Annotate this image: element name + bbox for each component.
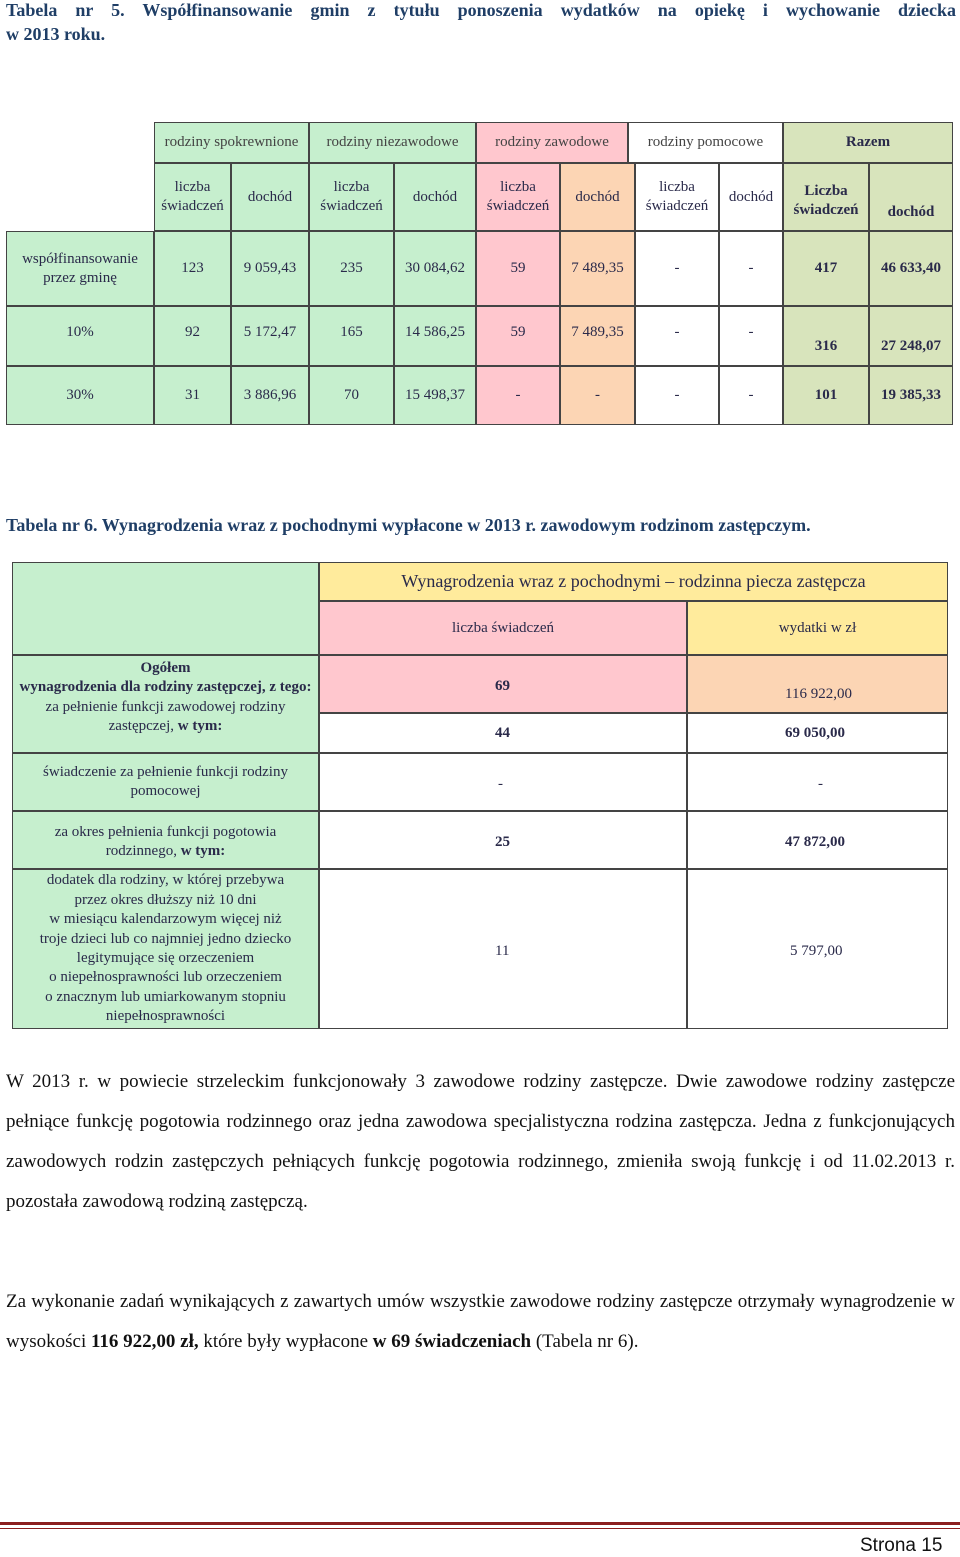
t5-cell: 30 084,62 [394, 231, 476, 306]
t5-cell: 165 [309, 306, 394, 366]
t6-amount-zawodowa: 69 050,00 [687, 713, 948, 753]
t5-cell: 3 886,96 [231, 366, 309, 425]
sub-liczba-1: liczba świadczeń [154, 163, 231, 231]
t5-cell: 46 633,40 [869, 231, 953, 306]
col-header-count: liczba świadczeń [319, 601, 687, 655]
group-header-pomocowe: rodziny pomocowe [628, 122, 783, 163]
t5-cell: 7 489,35 [560, 306, 635, 366]
p2-amount: 116 922,00 zł, [90, 1331, 199, 1352]
p2-count: w 69 świadczeniach [372, 1331, 532, 1352]
label-pogotowie-text: za okres pełnienia funkcji pogotowia rodzinnego, [54, 824, 277, 859]
t5-cell: 92 [154, 306, 231, 366]
dodatek-line: niepełnosprawności [105, 1008, 226, 1025]
t5-cell: 59 [476, 231, 560, 306]
t6-count-ogolem: 69 [319, 655, 687, 713]
dodatek-line: o znacznym lub umiarkowanym stopniu [45, 988, 286, 1005]
p2-text-c: które były wypłacone [198, 1331, 373, 1352]
t5-cell: - [635, 306, 719, 366]
sub-dochod-2: dochód [394, 163, 476, 231]
t5-cell: 59 [476, 306, 560, 366]
group-header-razem: Razem [783, 122, 953, 163]
t5-cell: - [560, 366, 635, 425]
table6-header: Wynagrodzenia wraz z pochodnymi – rodzinna piecza zastępcza [319, 562, 948, 601]
t5-cell: 417 [783, 231, 869, 306]
t6-count-zawodowa: 44 [319, 713, 687, 753]
t5-cell: 316 [783, 306, 869, 366]
t5-cell: - [635, 231, 719, 306]
dodatek-line: troje dzieci lub co najmniej jedno dziecko [39, 930, 292, 947]
t5-cell: - [719, 306, 783, 366]
group-header-spokrewnione: rodziny spokrewnione [154, 122, 309, 163]
label-ogolem: Ogółem [140, 660, 191, 676]
t5-cell: 235 [309, 231, 394, 306]
paragraph-2 [6, 1282, 955, 1362]
row-label-pogotowie [12, 811, 319, 869]
label-pogotowie-bold: w tym: [180, 843, 226, 859]
dodatek-line: o niepełnosprawności lub orzeczeniem [49, 969, 282, 986]
t5-cell: - [476, 366, 560, 425]
t5-cell: 15 498,37 [394, 366, 476, 425]
dodatek-line: w miesiącu kalendarzowym więcej niż [49, 911, 282, 928]
t5-cell: - [719, 231, 783, 306]
t5-cell: 101 [783, 366, 869, 425]
label-zawodowa-text: za pełnienie funkcji zawodowej rodziny zastępczej, [45, 699, 286, 734]
t6-amount-ogolem: 116 922,00 [687, 655, 948, 713]
footer-rule-thick [0, 1522, 960, 1525]
t5-cell: - [635, 366, 719, 425]
t5-cell: 7 489,35 [560, 231, 635, 306]
sub-dochod-1: dochód [231, 163, 309, 231]
row-label-wspolfinansowanie: współfinansowanie przez gminę [6, 231, 154, 306]
row-label-pomocowa: świadczenie za pełnienie funkcji rodziny pomocowej [12, 753, 319, 811]
t5-cell: 70 [309, 366, 394, 425]
t6-amount-dodatek: 5 797,00 [687, 869, 948, 1029]
dodatek-line: legitymujące się orzeczeniem [76, 950, 255, 966]
sub-dochod-3: dochód [560, 163, 635, 231]
table6-title: Tabela nr 6. Wynagrodzenia wraz z pochodnymi wypłacone w 2013 r. zawodowym rodzinom zastępczym. [6, 515, 811, 535]
sub-liczba-4: liczba świadczeń [635, 163, 719, 231]
p2-text-e: (Tabela nr 6). [531, 1331, 639, 1352]
t5-cell: 19 385,33 [869, 366, 953, 425]
dodatek-line: przez okres dłuższy niż 10 dni [74, 891, 257, 908]
sub-dochod-4: dochód [719, 163, 783, 231]
t6-count-pogotowie: 25 [319, 811, 687, 869]
table6-corner [12, 562, 319, 655]
t5-cell: 31 [154, 366, 231, 425]
row-label-30: 30% [6, 366, 154, 425]
table5-title-line1: Tabela nr 5. Współfinansowanie gmin z tytułu ponoszenia wydatków na opiekę i wychowanie dziecka [6, 0, 956, 20]
t5-cell: 5 172,47 [231, 306, 309, 366]
t5-cell: 14 586,25 [394, 306, 476, 366]
label-zawodowa-bold: w tym: [177, 718, 223, 734]
col-header-amount: wydatki w zł [687, 601, 948, 655]
paragraph-1: W 2013 r. w powiecie strzeleckim funkcjonowały 3 zawodowe rodziny zastępcze. Dwie zawodowe rodziny zastępcze pełniące funkcję pogotowia rodzinnego oraz jedna zawodowa specjalistyczna rodzina zastępcza. Jedna z funkcjonujących zawodowych rodzin zastępczych pełniących funkcję pogotowia rodzinnego, zmieniła swoją funkcję i od 11.02.2013 r. pozostała zawodową rodziną zastępczą. [6, 1071, 955, 1212]
group-header-niezawodowe: rodziny niezawodowe [309, 122, 476, 163]
t6-amount-pomocowa: - [687, 753, 948, 811]
p2-text-a: Za wykonanie zadań wynikających z zawartych umów wszystkie zawodowe rodziny zastępcze otrzymały wynagrodzenie w wysokości [6, 1291, 955, 1352]
sub-liczba-razem: Liczba świadczeń [783, 163, 869, 231]
row-label-dodatek [12, 869, 319, 1029]
t5-cell: 27 248,07 [869, 306, 953, 366]
sub-dochod-razem: dochód [869, 163, 953, 231]
sub-liczba-2: liczba świadczeń [309, 163, 394, 231]
t5-cell: 9 059,43 [231, 231, 309, 306]
page-number: Strona 15 [860, 1535, 943, 1556]
group-header-zawodowe: rodziny zawodowe [476, 122, 628, 163]
sub-liczba-3: liczba świadczeń [476, 163, 560, 231]
table5-title-line2: w 2013 roku. [6, 24, 106, 44]
t5-cell: 123 [154, 231, 231, 306]
t6-count-dodatek: 11 [319, 869, 687, 1029]
t5-cell: - [719, 366, 783, 425]
table5-corner [6, 122, 154, 231]
t6-amount-pogotowie: 47 872,00 [687, 811, 948, 869]
label-zawodowa [13, 698, 318, 736]
dodatek-line: dodatek dla rodziny, w której przebywa [46, 872, 285, 889]
t6-count-pomocowa: - [319, 753, 687, 811]
footer-rule-thin [0, 1528, 960, 1529]
row-label-10: 10% [6, 306, 154, 366]
label-ogolem-sub: wynagrodzenia dla rodziny zastępczej, z tego: [19, 679, 312, 695]
row-label-ogolem [12, 655, 319, 753]
